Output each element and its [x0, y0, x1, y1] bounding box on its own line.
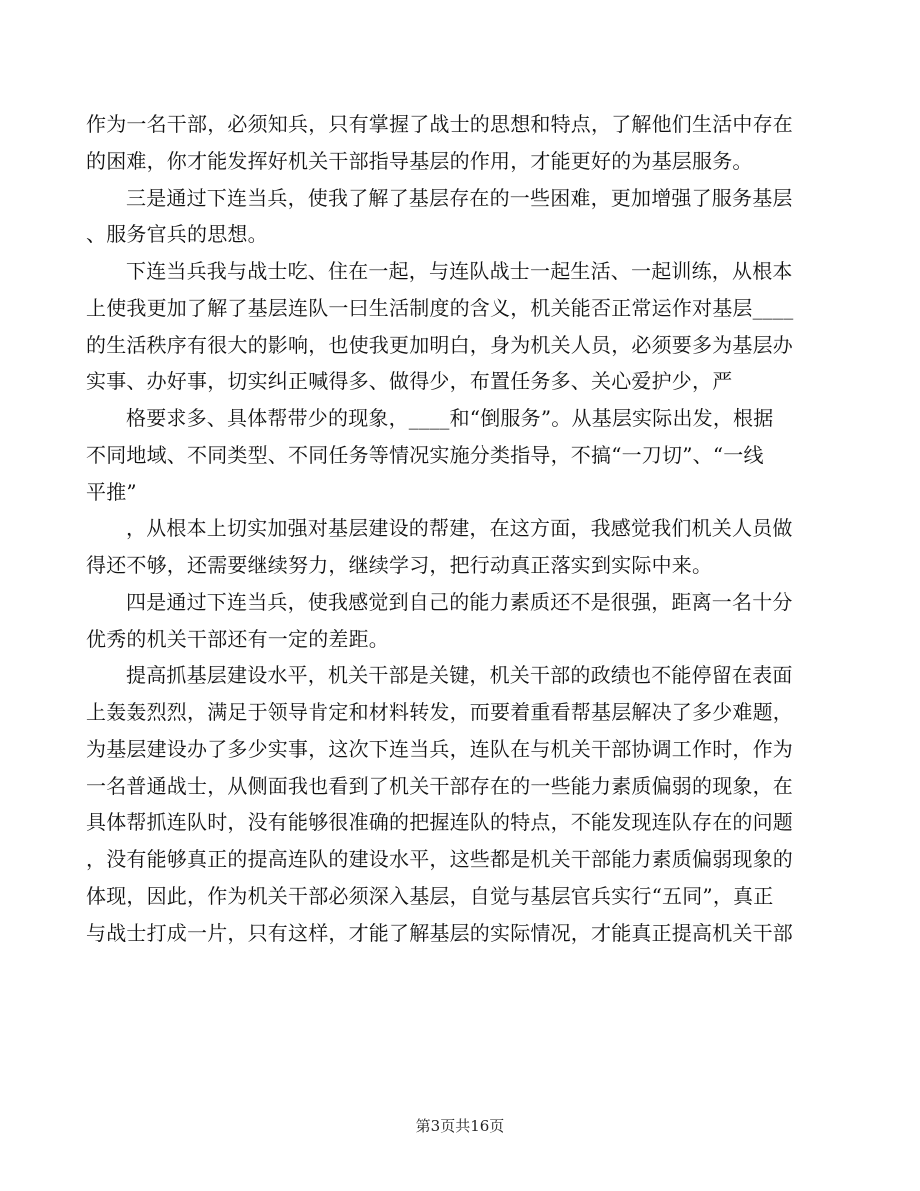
text-line: 一名普通战士，从侧面我也看到了机关干部存在的一些能力素质偏弱的现象，在 [86, 773, 793, 798]
text-line: 三是通过下连当兵，使我了解了基层存在的一些困难，更加增强了服务基层 [126, 185, 793, 210]
text-line: 提高抓基层建设水平，机关干部是关键，机关干部的政绩也不能停留在表面 [126, 663, 793, 688]
text-line: ，从根本上切实加强对基层建设的帮建，在这方面，我感觉我们机关人员做 [126, 516, 793, 541]
text-line: 优秀的机关干部还有一定的差距。 [86, 626, 389, 651]
text-line: 的困难，你才能发挥好机关干部指导基层的作用，才能更好的为基层服务。 [86, 148, 753, 173]
text-line: 上使我更加了解了基层连队一曰生活制度的含义，机关能否正常运作对基层____ [86, 295, 794, 320]
text-line: 具体帮抓连队时，没有能够很准确的把握连队的特点，不能发现连队存在的问题 [86, 810, 793, 835]
text-line: 的生活秩序有很大的影响，也使我更加明白，身为机关人员，必须要多为基层办 [86, 332, 793, 357]
text-line: 得还不够，还需要继续努力，继续学习，把行动真正落实到实际中来。 [86, 553, 713, 577]
text-line: 不同地域、不同类型、不同任务等情况实施分类指导，不搞“一刀切”、“一线 [86, 442, 764, 467]
text-line: 下连当兵我与战士吃、住在一起，与连队战士一起生活、一起训练，从根本 [126, 259, 793, 283]
text-line: 四是通过下连当兵，使我感觉到自己的能力素质还不是很强，距离一名十分 [126, 589, 793, 614]
page-number: 第3页共16页 [415, 1117, 505, 1135]
text-line: 平推” [86, 479, 137, 504]
text-line: 与战士打成一片，只有这样，才能了解基层的实际情况，才能真正提高机关干部 [86, 920, 793, 945]
text-line: 体现，因此，作为机关干部必须深入基层，自觉与基层官兵实行“五同”，真正 [86, 883, 774, 908]
text-line: 作为一名干部，必须知兵，只有掌握了战士的思想和特点，了解他们生活中存在 [86, 112, 793, 136]
body-text [86, 106, 846, 951]
text-line: 为基层建设办了多少实事，这次下连当兵，连队在与机关干部协调工作时，作为 [86, 736, 793, 761]
text-line: 、服务官兵的思想。 [86, 222, 268, 247]
text-line: ，没有能够真正的提高连队的建设水平，这些都是机关干部能力素质偏弱现象的 [86, 847, 793, 871]
text-line: 上轰轰烈烈，满足于领导肯定和材料转发，而要着重看帮基层解决了多少难题， [86, 700, 793, 724]
text-line: 格要求多、具体帮带少的现象，____和“倒服务”。从基层实际出发，根据 [126, 406, 774, 430]
text-line: 实事、办好事，切实纠正喊得多、做得少，布置任务多、关心爱护少，严 [86, 369, 733, 394]
